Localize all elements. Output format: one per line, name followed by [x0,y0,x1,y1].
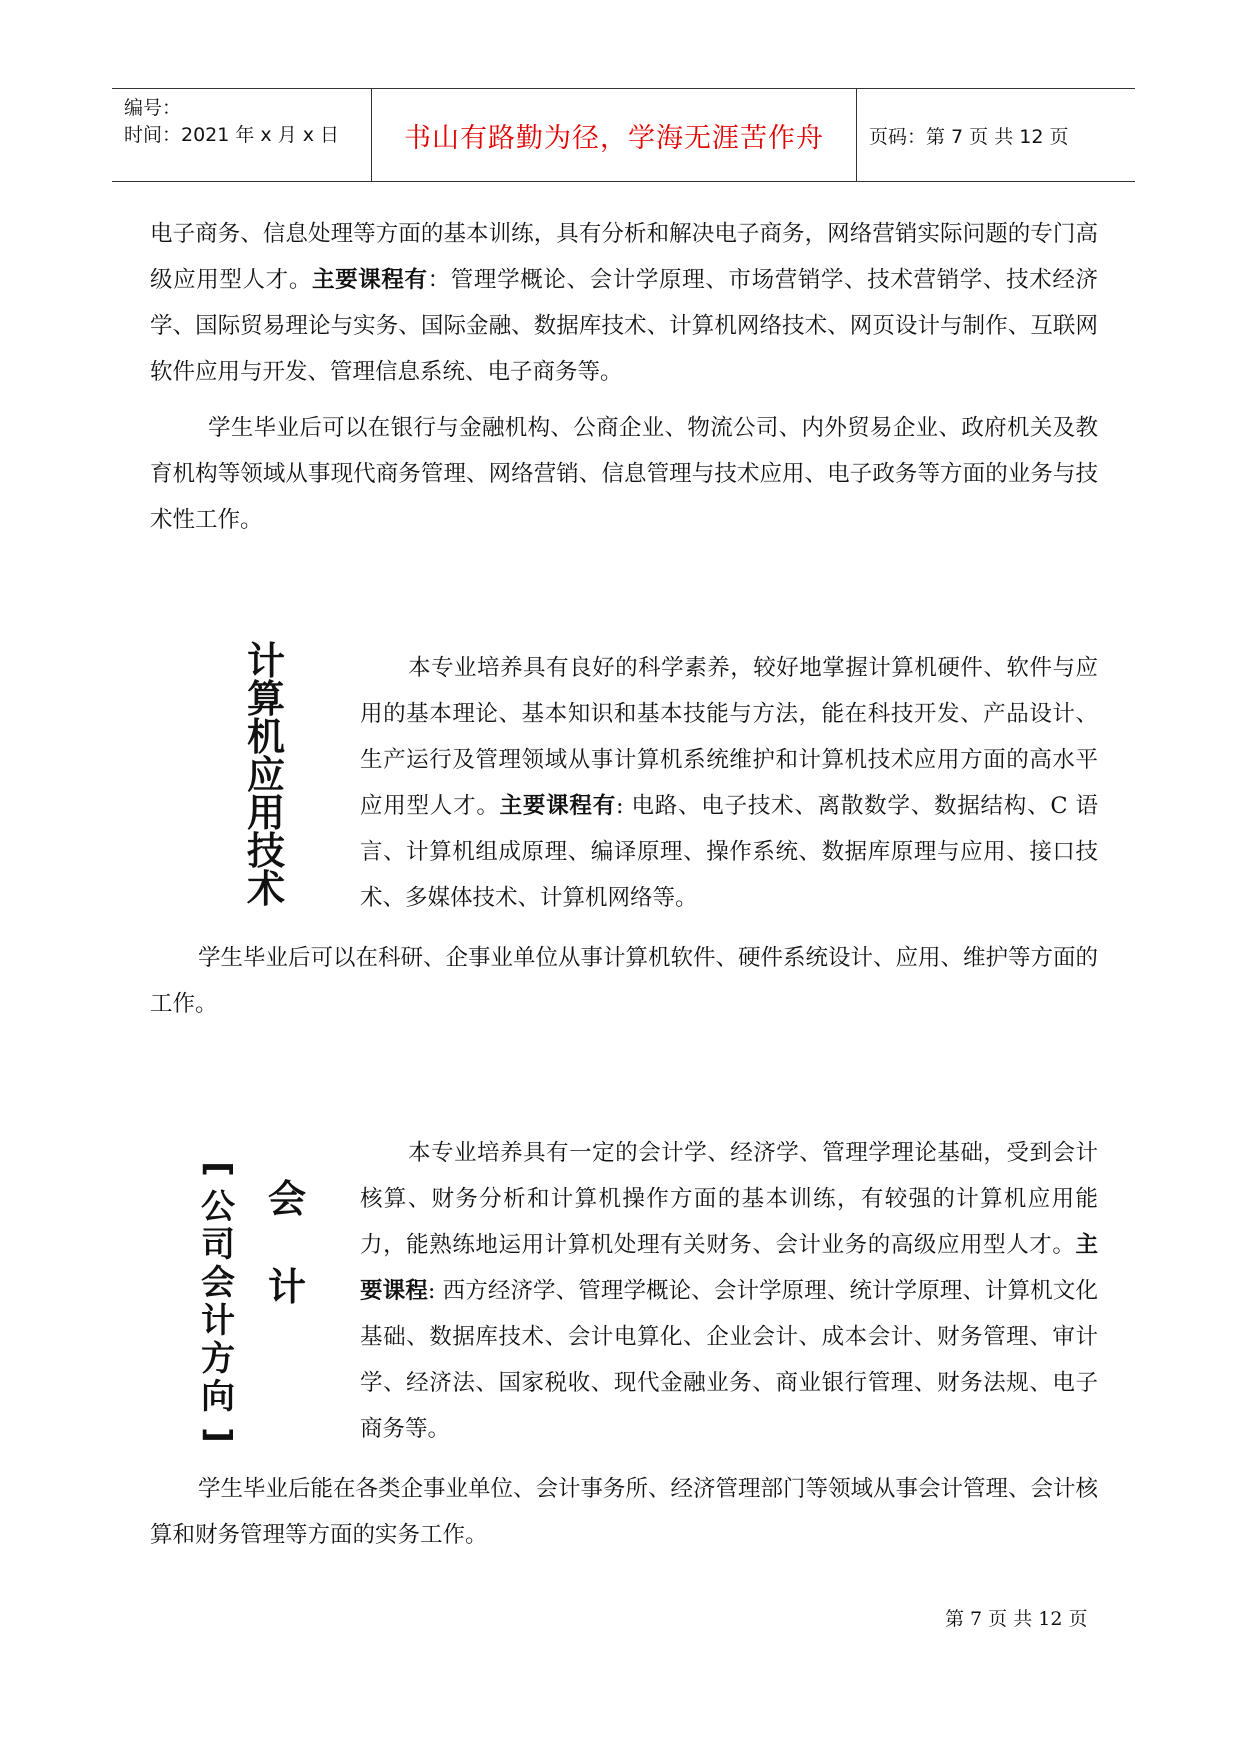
header-motto: 书山有路勤为径，学海无涯苦作舟 [404,122,824,154]
accounting-courses-label: 主要课程 [360,1232,1098,1304]
ecommerce-courses-label: 主要课程有 [311,267,428,293]
accounting-subtitle-char: 公 [201,1187,235,1227]
accounting-subtitle [198,1150,238,1454]
cs-section-title [240,639,292,911]
cs-courses-label: 主要课程有 [499,793,616,819]
accounting-subtitle-char: 向 [201,1377,235,1417]
cs-title-char: 应 [246,753,285,797]
header-number-label: 编号： [124,97,182,119]
accounting-intro: 本专业培养具有一定的会计学、经济学、管理学理论基础，受到会计核算、财务分析和计算机操作方面的基本训练，有较强的计算机应用能力，能熟练地运用计算机处理有关财务、会计业务的高级应用型人才。 [360,1140,1098,1258]
ecommerce-courses: ：管理学概论、会计学原理、市场营销学、技术营销学、技术经济学、国际贸易理论与实务、国际金融、数据库技术、计算机网络技术、网页设计与制作、互联网软件应用与开发、管理信息系统、电子商务等。 [150,267,1098,385]
cs-intro-paragraph [360,645,1098,921]
accounting-subtitle-char: 会 [201,1263,235,1303]
accounting-title-char: 会 [267,1177,306,1221]
ecommerce-paragraph [150,211,1098,395]
cs-career: 学生毕业后可以在科研、企事业单位从事计算机软件、硬件系统设计、应用、维护等方面的工作。 [150,945,1099,1017]
cs-courses: : 电路、电子技术、离散数学、数据结构、C 语言、计算机组成原理、编译原理、操作系统、数据库原理与应用、接口技术、多媒体技术、计算机网络等。 [360,793,1098,911]
accounting-courses: : 西方经济学、管理学概论、会计学原理、统计学原理、计算机文化基础、数据库技术、会计电算化、企业会计、成本会计、财务管理、审计学、经济法、国家税收、现代金融业务、商业银行管理、财务法规、电子商务等。 [360,1278,1098,1442]
header-divider [856,89,857,181]
accounting-title-gap [262,1218,312,1268]
accounting-subtitle-char: 计 [201,1301,235,1341]
accounting-subtitle-char: 方 [201,1339,235,1379]
header-divider [371,89,372,181]
cs-title-char: 算 [246,677,285,721]
accounting-title-char: 计 [267,1265,306,1309]
page-footer-number: 第 7 页 共 12 页 [945,1608,1088,1630]
cs-title-char: 用 [246,791,285,835]
ecommerce-intro: 电子商务、信息处理等方面的基本训练，具有分析和解决电子商务，网络营销实际问题的专门高级应用型人才。 [150,221,1098,293]
accounting-subtitle-bracket-open: [ [198,1161,238,1177]
page-header [112,88,1135,182]
header-time-label: 时间：2021 年 x 月 x 日 [124,124,340,146]
header-page-label: 页码：第 7 页 共 12 页 [869,125,1069,148]
cs-title-char: 计 [246,639,285,683]
accounting-section-title [262,1177,312,1309]
ecommerce-career: 学生毕业后可以在银行与金融机构、公商企业、物流公司、内外贸易企业、政府机关及教育机构等领域从事现代商务管理、网络营销、信息管理与技术应用、电子政务等方面的业务与技术性工作。 [150,415,1098,533]
accounting-subtitle-char: 司 [201,1225,235,1265]
accounting-intro-paragraph [360,1130,1098,1452]
cs-title-char: 机 [246,715,285,759]
cs-intro: 本专业培养具有良好的科学素养，较好地掌握计算机硬件、软件与应用的基本理论、基本知识和基本技能与方法，能在科技开发、产品设计、生产运行及管理领域从事计算机系统维护和计算机技术应用方面的高水平应用型人才。 [360,655,1098,819]
accounting-career: 学生毕业后能在各类企事业单位、会计事务所、经济管理部门等领域从事会计管理、会计核算和财务管理等方面的实务工作。 [150,1476,1099,1548]
cs-title-char: 技 [246,829,285,873]
cs-title-char: 术 [246,867,285,911]
accounting-subtitle-bracket-close: ] [198,1427,238,1443]
header-meta [124,95,339,149]
